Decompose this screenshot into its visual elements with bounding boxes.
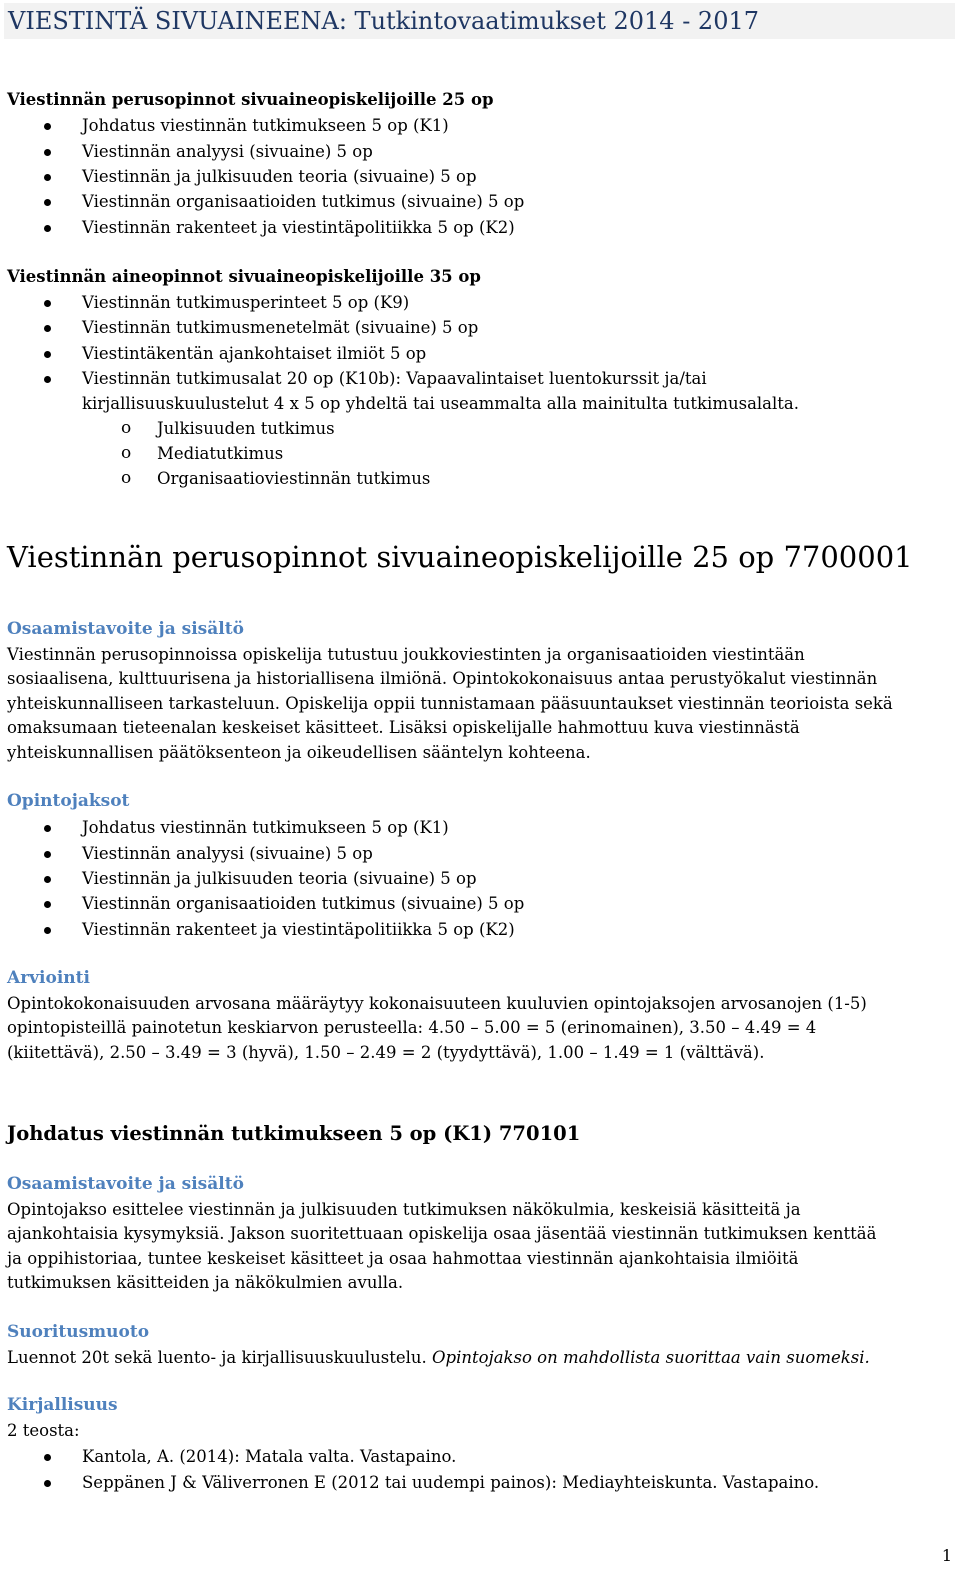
- literature-heading: Kirjallisuus: [7, 1395, 118, 1415]
- mode-heading: Suoritusmuoto: [7, 1322, 150, 1342]
- goals-heading: Osaamistavoite ja sisältö: [7, 1174, 244, 1194]
- paragraph-line: Opintokokonaisuuden arvosana määräytyy kokonaisuuteen kuuluvien opintojaksojen arvosanojen (1-5): [7, 994, 867, 1013]
- paragraph-line: ajankohtaisia kysymyksiä. Jakson suoritettuaan opiskelija osaa jäsentää viestinnän tutkimuksen kenttää: [7, 1224, 877, 1243]
- document-title: VIESTINTÄ SIVUAINEENA: Tutkintovaatimukset 2014 - 2017: [8, 7, 760, 35]
- mode-line: [7, 1345, 870, 1370]
- list-item: Viestinnän tutkimusmenetelmät (sivuaine) 5 op: [82, 315, 478, 340]
- paragraph-line: sosiaalisena, kulttuurisena ja historiallisena ilmiönä. Opintokokonaisuus antaa perustyökalut viestinnän: [7, 669, 878, 688]
- paragraph-line: yhteiskunnallisen päätöksenteon ja oikeudellisen sääntelyn kohteena.: [7, 743, 591, 762]
- intermediate-studies-heading: Viestinnän aineopinnot sivuaineopiskelijoille 35 op: [7, 267, 481, 286]
- paragraph-line: tutkimuksen käsitteiden ja näkökulmien avulla.: [7, 1273, 404, 1292]
- section-heading: Viestinnän perusopinnot sivuaineopiskelijoille 25 op 7700001: [7, 540, 913, 574]
- basic-studies-heading: Viestinnän perusopinnot sivuaineopiskelijoille 25 op: [7, 90, 494, 109]
- list-item: Johdatus viestinnän tutkimukseen 5 op (K1): [82, 113, 449, 138]
- list-item: Johdatus viestinnän tutkimukseen 5 op (K1): [82, 815, 449, 840]
- mode-note: Opintojakso on mahdollista suorittaa vain suomeksi.: [432, 1348, 870, 1367]
- mode-text: Luennot 20t sekä luento- ja kirjallisuuskuulustelu.: [7, 1348, 427, 1367]
- sub-list-item: o Mediatutkimus: [157, 441, 283, 466]
- list-item: Seppänen J & Väliverronen E (2012 tai uudempi painos): Mediayhteiskunta. Vastapaino.: [82, 1470, 819, 1495]
- paragraph-line: opintopisteillä painotetun keskiarvon perusteella: 4.50 – 5.00 = 5 (erinomainen), 3.50 – 4.49 = 4: [7, 1018, 817, 1037]
- sub-list-item: o Organisaatioviestinnän tutkimus: [157, 466, 430, 491]
- paragraph-line: (kiitettävä), 2.50 – 3.49 = 3 (hyvä), 1.50 – 2.49 = 2 (tyydyttävä), 1.00 – 1.49 = 1 (välttävä).: [7, 1043, 765, 1062]
- list-item: Kantola, A. (2014): Matala valta. Vastapaino.: [82, 1444, 456, 1469]
- paragraph-line: omaksumaan tieteenalan keskeiset käsitteet. Lisäksi opiskelijalle hahmottuu kuva viestinnästä: [7, 718, 800, 737]
- literature-intro: 2 teosta:: [7, 1421, 80, 1440]
- list-item: Viestinnän rakenteet ja viestintäpolitiikka 5 op (K2): [82, 215, 515, 240]
- page-number: 1: [941, 1546, 952, 1565]
- list-item: Viestinnän organisaatioiden tutkimus (sivuaine) 5 op: [82, 189, 524, 214]
- list-item: Viestinnän ja julkisuuden teoria (sivuaine) 5 op: [82, 866, 477, 891]
- list-item: Viestinnän rakenteet ja viestintäpolitiikka 5 op (K2): [82, 917, 515, 942]
- sub-list-item: o Julkisuuden tutkimus: [157, 416, 335, 441]
- list-item: Viestinnän tutkimusalat 20 op (K10b): Vapaavalintaiset luentokurssit ja/tai: [82, 366, 707, 391]
- list-item: Viestintäkentän ajankohtaiset ilmiöt 5 op: [82, 341, 426, 366]
- grading-heading: Arviointi: [7, 968, 90, 988]
- list-item-continuation: kirjallisuuskuulustelut 4 x 5 op yhdeltä tai useammalta alla mainitulta tutkimusalalta.: [82, 394, 800, 413]
- goals-heading: Osaamistavoite ja sisältö: [7, 619, 244, 639]
- document-title-bar: [4, 3, 955, 39]
- paragraph-line: yhteiskunnalliseen tarkasteluun. Opiskelija oppii tunnistamaan pääsuuntaukset viestinnän teorioista sekä: [7, 694, 893, 713]
- list-item: Viestinnän ja julkisuuden teoria (sivuaine) 5 op: [82, 164, 477, 189]
- courses-heading: Opintojaksot: [7, 791, 130, 811]
- list-item: Viestinnän tutkimusperinteet 5 op (K9): [82, 290, 409, 315]
- list-item: Viestinnän analyysi (sivuaine) 5 op: [82, 139, 373, 164]
- list-item: Viestinnän organisaatioiden tutkimus (sivuaine) 5 op: [82, 891, 524, 916]
- paragraph-line: Viestinnän perusopinnoissa opiskelija tutustuu joukkoviestinten ja organisaatioiden viestintään: [7, 645, 805, 664]
- list-item: Viestinnän analyysi (sivuaine) 5 op: [82, 841, 373, 866]
- paragraph-line: ja oppihistoriaa, tuntee keskeiset käsitteet ja osaa hahmottaa viestinnän ajankohtaisia ilmiöitä: [7, 1249, 799, 1268]
- paragraph-line: Opintojakso esittelee viestinnän ja julkisuuden tutkimuksen näkökulmia, keskeisiä käsitteitä ja: [7, 1200, 801, 1219]
- course-heading: Johdatus viestinnän tutkimukseen 5 op (K1) 770101: [7, 1122, 581, 1145]
